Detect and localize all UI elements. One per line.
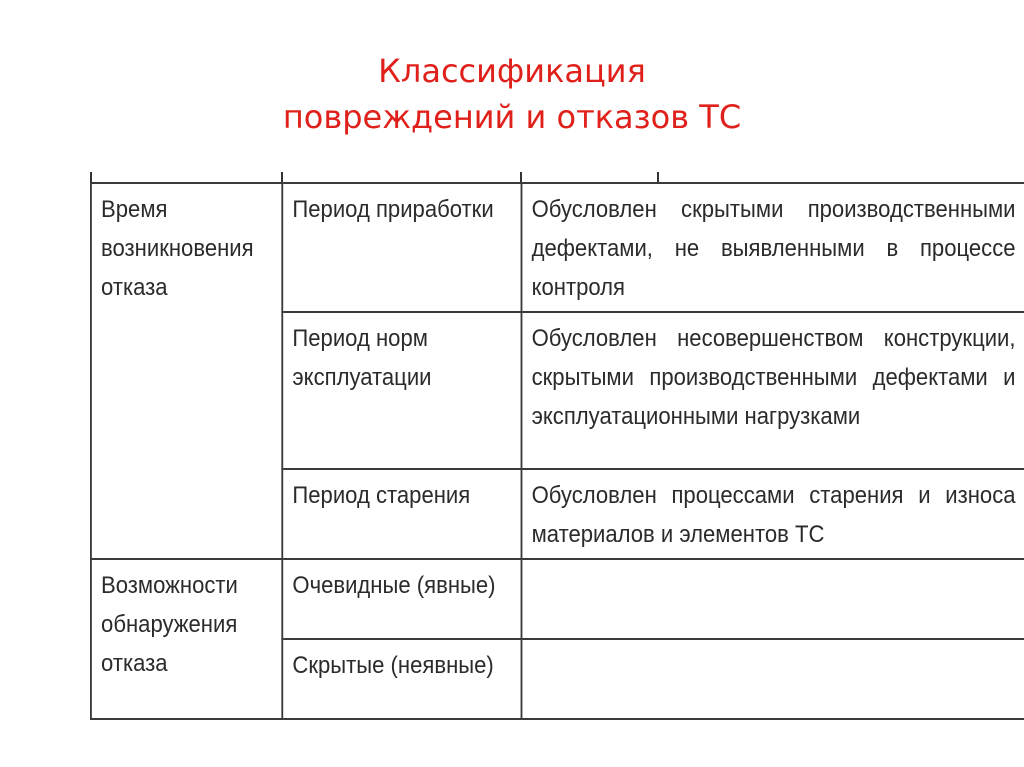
group-cell-failure-time: Время возникновения отказа — [91, 183, 282, 559]
classification-table-container — [90, 182, 1024, 704]
type-cell: Скрытые (неявные) — [282, 639, 521, 719]
table-top-stub — [90, 172, 92, 182]
type-cell: Очевидные (явные) — [282, 559, 521, 639]
slide-title-line-2: повреждений и отказов ТС — [282, 98, 742, 136]
classification-table — [90, 182, 1024, 720]
table-top-stub — [281, 172, 283, 182]
group-cell-detection: Возможности обнаружения отказа — [91, 559, 282, 719]
empty-description-cell — [521, 639, 1024, 719]
empty-description-cell — [521, 559, 1024, 639]
table-row — [91, 183, 1024, 312]
table-top-stub — [520, 172, 522, 182]
period-cell: Период приработки — [282, 183, 521, 312]
description-cell: Обусловлен процессами старения и износа материалов и элементов ТС — [521, 469, 1024, 559]
description-cell: Обусловлен несовершенством конструкции, скрытыми производственными дефектами и эксплуатационными нагрузками — [521, 312, 1024, 469]
table-top-edge — [90, 172, 1024, 182]
slide-title-line-1: Классификация — [378, 52, 646, 90]
slide-title — [0, 48, 1024, 140]
table-row — [91, 559, 1024, 639]
period-cell: Период норм эксплуатации — [282, 312, 521, 469]
period-cell: Период старения — [282, 469, 521, 559]
description-cell: Обусловлен скрытыми производственными дефектами, не выявленными в процессе контроля — [521, 183, 1024, 312]
table-top-stub — [657, 172, 659, 182]
